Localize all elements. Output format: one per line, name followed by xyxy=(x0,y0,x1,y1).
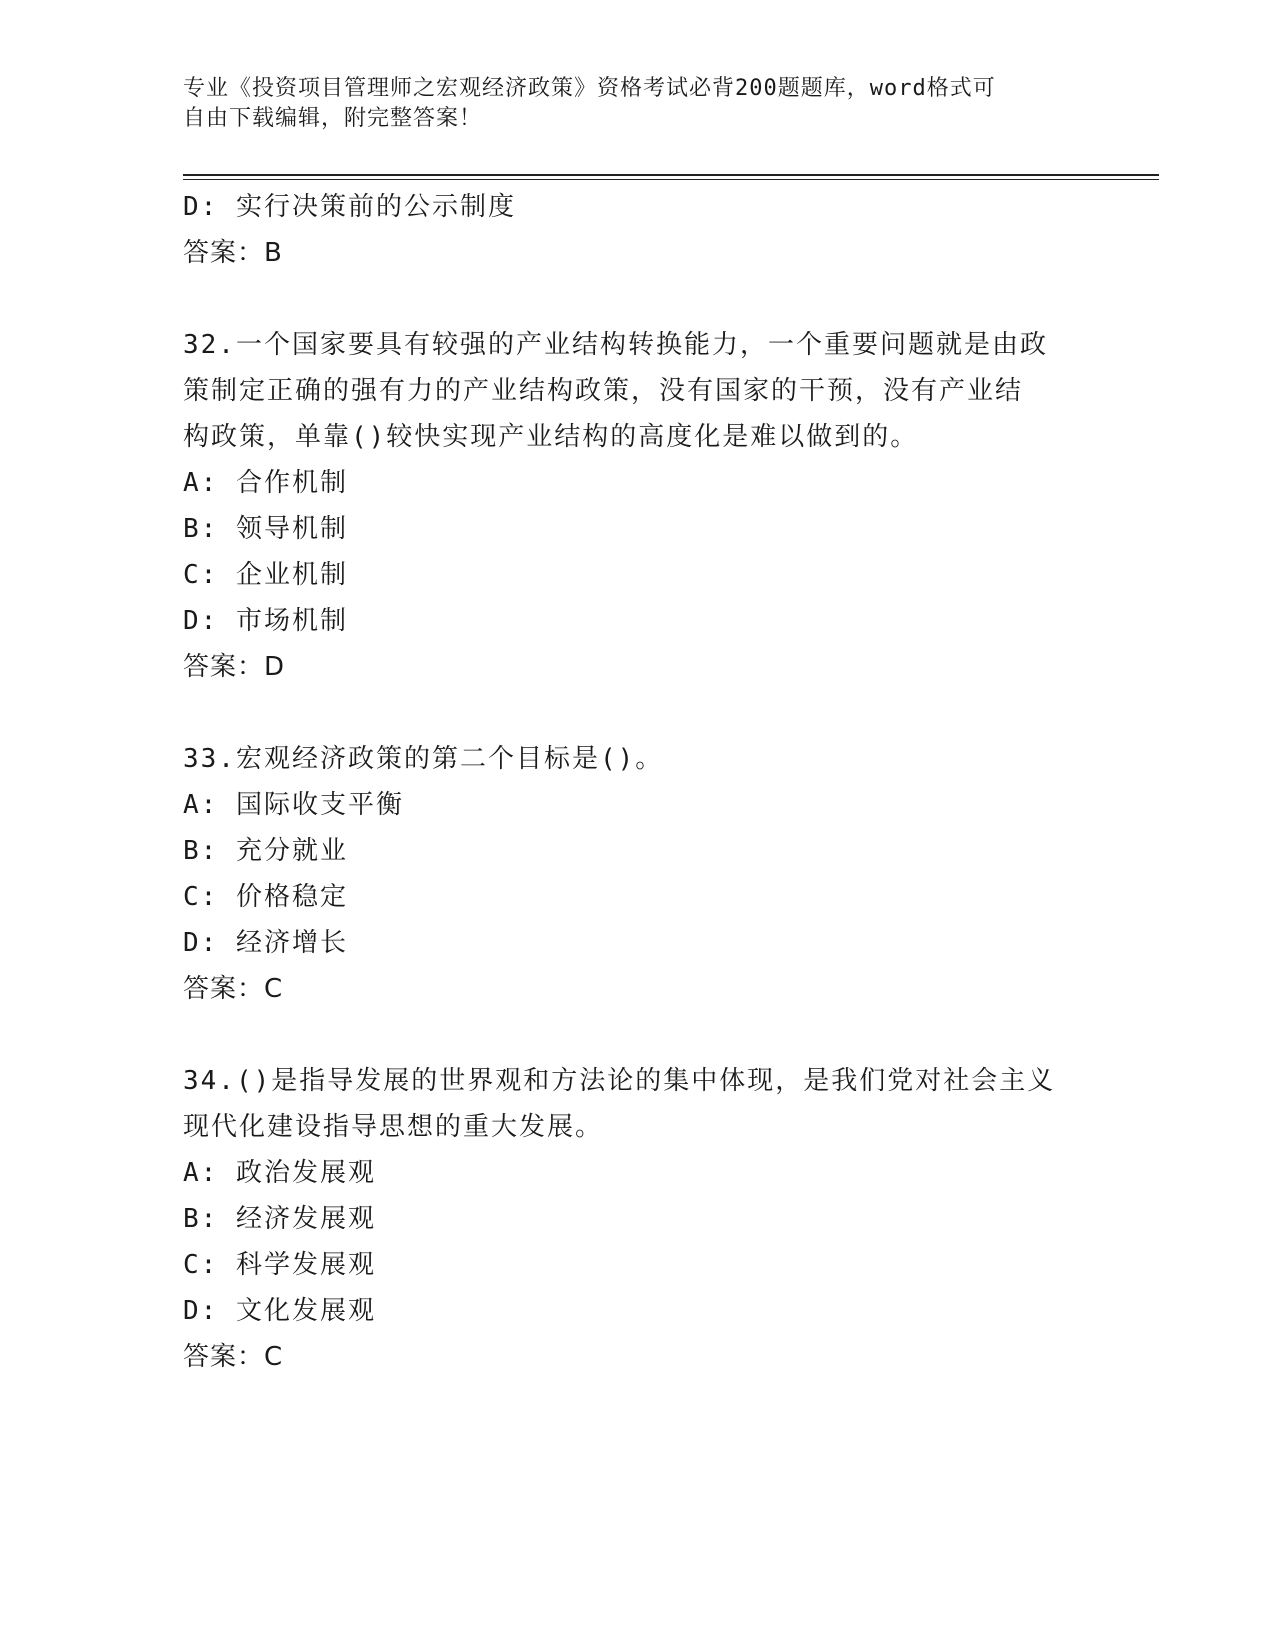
answer-line: 答案：B xyxy=(183,238,283,268)
spacer xyxy=(183,690,1083,736)
question-33 xyxy=(183,736,1083,1012)
question-text-line: 33.宏观经济政策的第二个目标是()。 xyxy=(183,744,664,774)
header-divider xyxy=(183,174,1159,180)
option-b: B: 充分就业 xyxy=(183,836,348,866)
previous-question-tail xyxy=(183,184,1083,276)
answer-line: 答案：D xyxy=(183,652,286,682)
header-line-2: 自由下载编辑，附完整答案！ xyxy=(183,106,483,131)
page-header xyxy=(183,74,1063,134)
option-c: C: 科学发展观 xyxy=(183,1250,376,1280)
option-d: D: 实行决策前的公示制度 xyxy=(183,192,516,222)
question-34 xyxy=(183,1058,1083,1380)
option-a: A: 国际收支平衡 xyxy=(183,790,404,820)
option-a: A: 合作机制 xyxy=(183,468,348,498)
option-d: D: 文化发展观 xyxy=(183,1296,376,1326)
question-text-line: 策制定正确的强有力的产业结构政策，没有国家的干预，没有产业结 xyxy=(183,376,1024,406)
question-text-line: 现代化建设指导思想的重大发展。 xyxy=(183,1112,604,1142)
option-b: B: 领导机制 xyxy=(183,514,348,544)
spacer xyxy=(183,1012,1083,1058)
question-32 xyxy=(183,322,1083,690)
header-line-1: 专业《投资项目管理师之宏观经济政策》资格考试必背200题题库，word格式可 xyxy=(183,76,996,101)
question-text-line: 34.()是指导发展的世界观和方法论的集中体现，是我们党对社会主义 xyxy=(183,1066,1056,1096)
option-c: C: 价格稳定 xyxy=(183,882,348,912)
question-text-line: 构政策，单靠()较快实现产业结构的高度化是难以做到的。 xyxy=(183,422,919,452)
spacer xyxy=(183,276,1083,322)
option-c: C: 企业机制 xyxy=(183,560,348,590)
question-text-line: 32.一个国家要具有较强的产业结构转换能力，一个重要问题就是由政 xyxy=(183,330,1048,360)
option-a: A: 政治发展观 xyxy=(183,1158,376,1188)
answer-line: 答案：C xyxy=(183,1342,284,1372)
option-d: D: 经济增长 xyxy=(183,928,348,958)
option-d: D: 市场机制 xyxy=(183,606,348,636)
document-body xyxy=(183,184,1083,1380)
option-b: B: 经济发展观 xyxy=(183,1204,376,1234)
answer-line: 答案：C xyxy=(183,974,284,1004)
